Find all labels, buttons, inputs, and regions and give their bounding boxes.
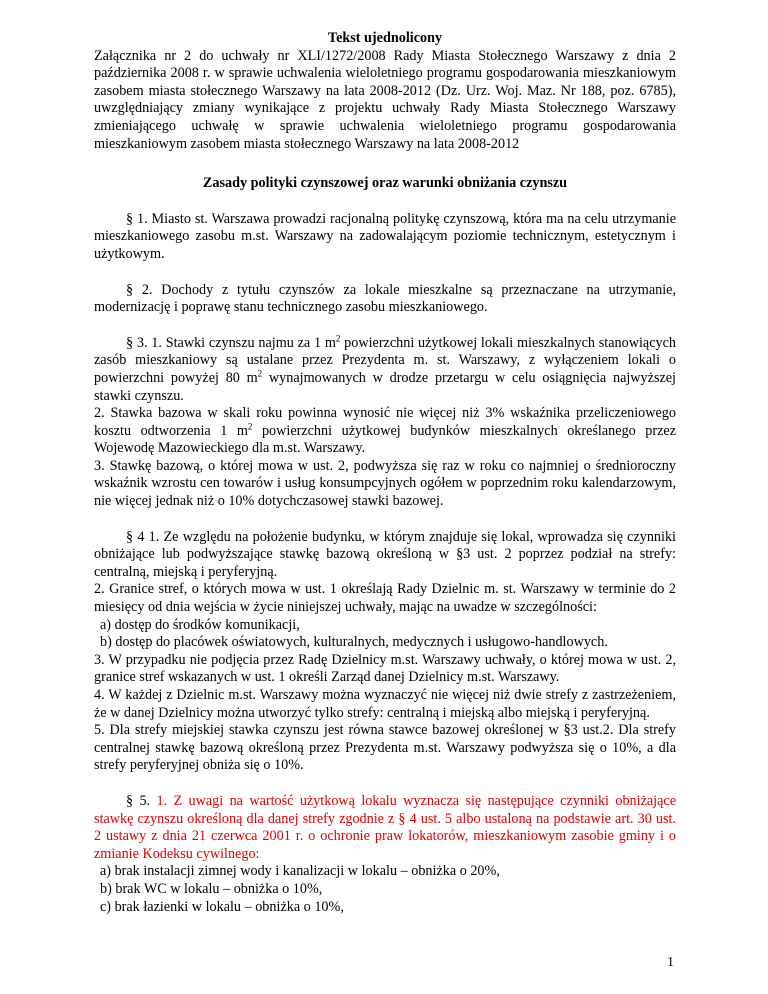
list-item-s4-b: b) dostęp do placówek oświatowych, kulturalnych, medycznych i usługowo-handlowych. <box>100 634 608 651</box>
paragraph-s2: § 2. Dochody z tytułu czynszów za lokale mieszkalne są przeznaczane na utrzymanie, modernizację i poprawę stanu technicznego zasobu mieszkaniowego. <box>94 281 676 316</box>
list-item-s5-c: c) brak łazienki w lokalu – obniżka o 10%, <box>100 898 344 915</box>
paragraph-s4-2: 2. Granice stref, o których mowa w ust. 1 określają Rady Dzielnic m. st. Warszawy w terminie do 2 miesięcy od dnia wejścia w życie niniejszej uchwały, mając na uwadze w szczególności: <box>94 581 676 616</box>
paragraph-s4-1: § 4 1. Ze względu na położenie budynku, w którym znajduje się lokal, wprowadza się czynniki obniżające lub podwyższające stawkę bazową określoną w §3 ust. 2 poprzez podział na strefy: centralną, miejską i peryferyjną. <box>94 528 676 580</box>
section-heading: Zasady polityki czynszowej oraz warunki obniżania czynszu <box>202 175 568 192</box>
list-item-s5-a: a) brak instalacji zimnej wody i kanalizacji w lokalu – obniżka o 20%, <box>100 863 500 880</box>
document-title: Tekst ujednolicony <box>327 30 443 46</box>
page-number: 1 <box>667 955 674 970</box>
paragraph-s4-4: 4. W każdej z Dzielnic m.st. Warszawy można wyznaczyć nie więcej niż dwie strefy z zastrzeżeniem, że w danej Dzielnicy można utworzyć tylko strefy: centralną i miejską albo miejską i peryferyjną. <box>94 687 676 721</box>
paragraph-s4-3: 3. W przypadku nie podjęcia przez Radę Dzielnicy m.st. Warszawy uchwały, o której mowa w ust. 2, granice stref wskazanych w ust. 1 określi Zarząd danej Dzielnicy m.st. Warszawy. <box>94 651 676 686</box>
list-item-s5-b: b) brak WC w lokalu – obniżka o 10%, <box>100 880 323 897</box>
paragraph-s4-5: 5. Dla strefy miejskiej stawka czynszu jest równa stawce bazowej określonej w §3 ust.2. Dla strefy centralnej stawkę bazową określoną przez Prezydenta m.st. Warszawy podwyższa się o 10%, a dla strefy peryferyjnej obniża się o 10%. <box>94 722 676 774</box>
paragraph-s1: § 1. Miasto st. Warszawa prowadzi racjonalną politykę czynszową, która ma na celu utrzymanie mieszkaniowego zasobu m.st. Warszawy na zadowalającym poziomie technicznym, estetycznym i użytkowym. <box>94 210 676 262</box>
paragraph-s3-2: 2. Stawka bazowa w skali roku powinna wynosić nie więcej niż 3% wskaźnika przeliczeniowego kosztu odtworzenia 1 $m^2$ powierzchni użytkowej budynków mieszkalnych określanego przez Wojewodę Mazowieckiego dla m.st. Warszawy. <box>94 405 676 457</box>
paragraph-s3-3: 3. Stawkę bazową, o której mowa w ust. 2, podwyższa się raz w roku co najmniej o średnioroczny wskaźnik wzrostu cen towarów i usług konsumpcyjnych ogółem w poprzednim roku kalendarzowym, nie więcej jednak niż o 10% dotychczasowej stawki bazowej. <box>94 457 676 510</box>
paragraph-s3-1: § 3. 1. Stawki czynszu najmu za 1 $m^2$ powierzchni użytkowej lokali mieszkalnych stanowiących zasób mieszkaniowy są ustalane przez Prezydenta m. st. Warszawy, z wyłączeniem lokali o powierzchni powyżej 80 $m^2$ wynajmowanych w drodze przetargu w celu osiągnięcia najwyższej stawki czynszu. <box>94 332 676 404</box>
document-page <box>94 30 676 916</box>
paragraph-s5-1: § 5. 1. Z uwagi na wartość użytkową lokalu wyznacza się następujące czynniki obniżające stawkę czynszu określoną dla danej strefy zgodnie z § 4 ust. 5 albo ustaloną na podstawie art. 30 ust. 2 ustawy z dnia 21 czerwca 2001 r. o ochronie praw lokatorów, mieszkaniowym zasobie gminy i o zmianie Kodeksu cywilnego: <box>94 792 677 862</box>
intro-paragraph: Załącznika nr 2 do uchwały nr XLI/1272/2008 Rady Miasta Stołecznego Warszawy z dnia 2 października 2008 r. w sprawie uchwalenia wieloletniego programu gospodarowania mieszkaniowym zasobem miasta stołecznego Warszawy na lata 2008-2012 (Dz. Urz. Woj. Maz. Nr 188, poz. 6785), uwzględniający zmiany wynikające z projektu uchwały Rady Miasta Stołecznego Warszawy zmieniającego uchwałę w sprawie uchwalenia wieloletniego programu gospodarowania mieszkaniowym zasobem miasta stołecznego Warszawy na lata 2008-2012 <box>94 47 676 152</box>
list-item-s4-a: a) dostęp do środków komunikacji, <box>100 616 300 633</box>
amended-text: 1. Z uwagi na wartość użytkową lokalu wyznacza się następujące czynniki obniżające stawkę czynszu określoną dla danej strefy zgodnie z § 4 ust. 5 albo ustaloną na podstawie art. 30 ust. 2 ustawy z dnia 21 czerwca 2001 r. o ochronie praw lokatorów, mieszkaniowym zasobie gminy i o zmianie Kodeksu cywilnego: <box>94 792 677 862</box>
